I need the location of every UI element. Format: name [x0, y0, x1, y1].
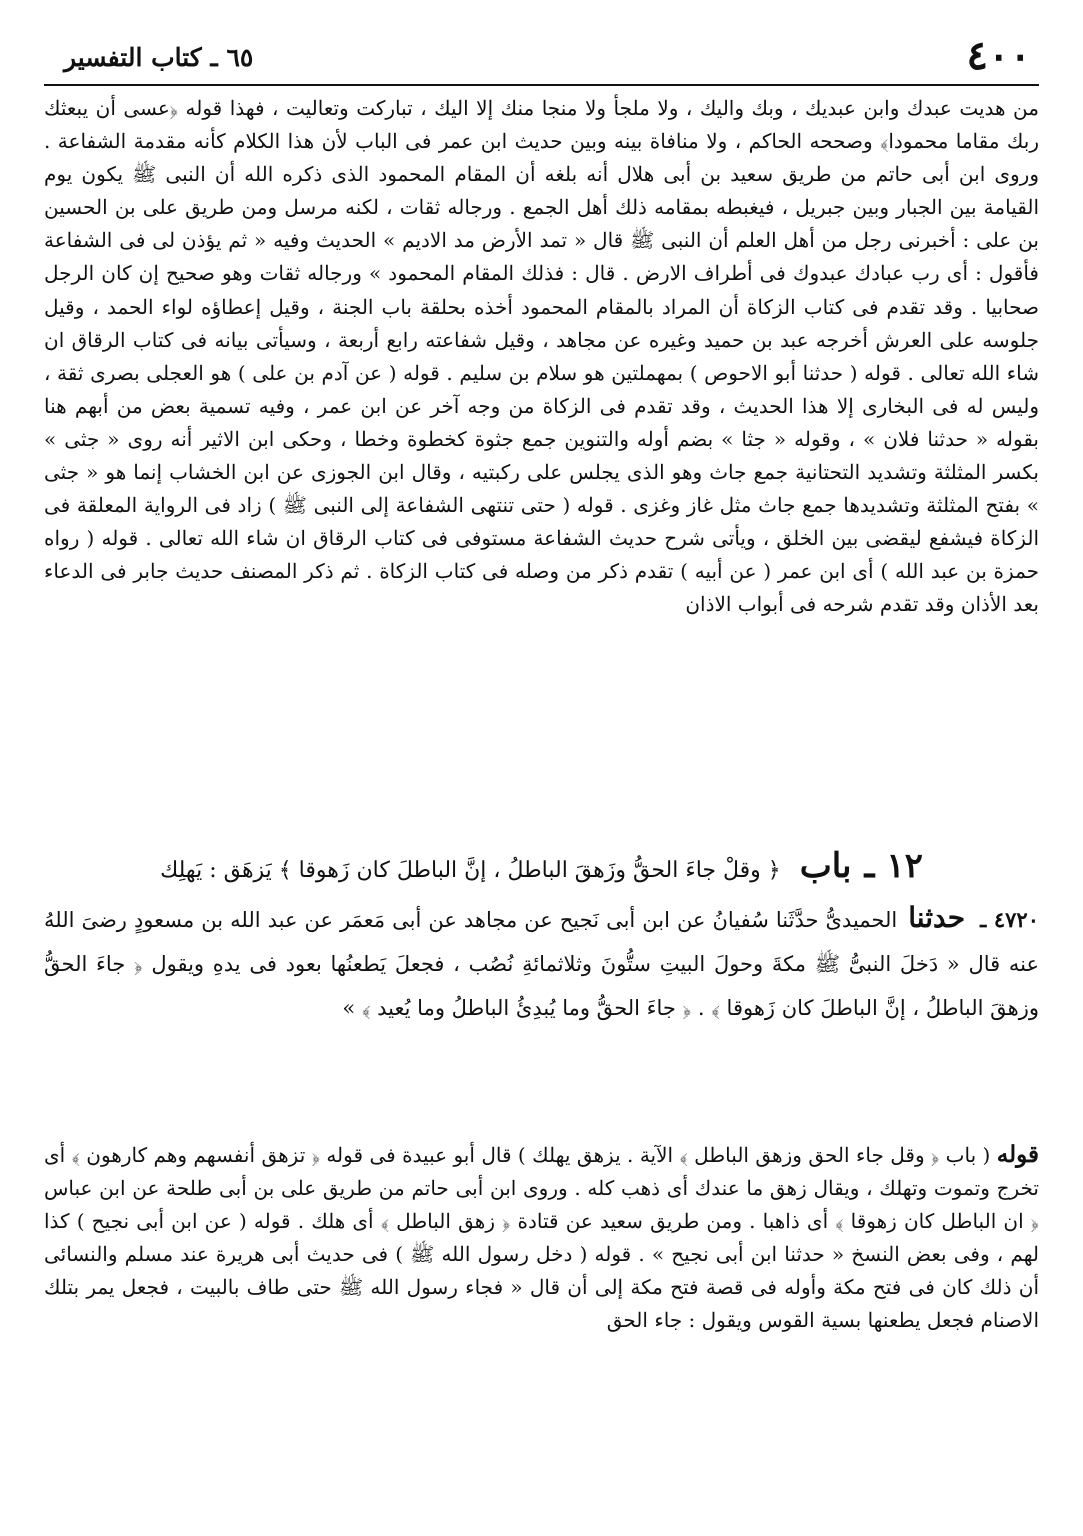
- book-title: ٦٥ ـ كتاب التفسير: [64, 43, 254, 72]
- commentary-text: من هديت عبدك وابن عبديك ، وبك واليك ، ولا ملجأ ولا منجا منك إلا اليك ، تباركت وتعاليت ، فهذا قوله ﴿عسى أن يبعثك ربك مقاما محمودا﴾ وصححه الحاكم ، ولا منافاة بينه وبين حديث ابن عمر فى الباب لأن هذا الكلام كأنه مقدمة الشفاعة . وروى ابن أبى حاتم من طريق سعيد بن أبى هلال أنه بلغه أن المقام المحمود الذى ذكره الله أن النبى ﷺ يكون يوم القيامة بين الجبار وبين جبريل ، فيغبطه بمقامه ذلك أهل الجمع . ورجاله ثقات ، لكنه مرسل ومن طريق على بن الحسين بن على : أخبرنى رجل من أهل العلم أن النبى ﷺ قال « تمد الأرض مد الاديم » الحديث وفيه « ثم يؤذن لى فى الشفاعة فأقول : أى رب عبادك عبدوك فى أطراف الارض . قال : فذلك المقام المحمود » ورجاله ثقات وهو صحيح إن كان الرجل صحابيا . وقد تقدم فى كتاب الزكاة أن المراد بالمقام المحمود أخذه بحلقة باب الجنة ، وقيل إعطاؤه لواء الحمد ، وقيل جلوسه على العرش أخرجه عبد بن حميد وغيره عن مجاهد ، وقيل شفاعته رابع أربعة ، وسيأتى بيانه فى كتاب الرقاق ان شاء الله تعالى . قوله ( حدثنا أبو الاحوص ) بمهملتين هو سلام بن سليم . قوله ( عن آدم بن على ) هو العجلى بصرى ثقة ، وليس له فى البخارى إلا هذا الحديث ، وقد تقدم فى الزكاة من وجه آخر عن ابن عمر ، وفيه تسمية بعض من أبهم هنا بقوله « حدثنا فلان » ، وقوله « جثا » بضم أوله والتنوين جمع جثوة كخطوة وخطا ، وحكى ابن الاثير أنه روى « جثى » بكسر المثلثة وتشديد التحتانية جمع جاث وهو الذى يجلس على ركبتيه ، وقال ابن الجوزى عن ابن الخشاب إنما هو « جثى » بفتح المثلثة وتشديدها جمع جاث مثل غاز وغزى . قوله ( حتى تنتهى الشفاعة إلى النبى ﷺ ) زاد فى الرواية المعلقة فى الزكاة فيشفع ليقضى بين الخلق ، ويأتى شرح حديث الشفاعة مستوفى فى كتاب الرقاق ان شاء الله تعالى . قوله ( رواه حمزة بن عبد الله ) أى ابن عمر ( عن أبيه ) تقدم ذكر من وصله فى كتاب الزكاة . ثم ذكر المصنف حديث جابر فى الدعاء بعد الأذان وقد تقدم شرحه فى أبواب الاذان: [44, 96, 1039, 617]
- chapter-heading: [44, 844, 1039, 888]
- book-page: [44, 28, 1039, 1518]
- page-number: ٤٠٠: [966, 32, 1031, 79]
- commentary-paragraph: [44, 92, 1039, 822]
- commentary-text-2: ( باب ﴿ وقل جاء الحق وزهق الباطل ﴾ الآية . يزهق يهلك ) قال أبو عبيدة فى قوله ﴿ تزهق أنفسهم وهم كارهون ﴾ أى تخرج وتموت وتهلك ، ويقال زهق ما عندك أى ذهب كله . وروى ابن أبى حاتم من طريق على بن أبى طلحة عن ابن عباس ﴿ ان الباطل كان زهوقا ﴾ أى ذاهبا . ومن طريق سعيد عن قتادة ﴿ زهق الباطل ﴾ أى هلك . قوله ( عن ابن أبى نجيح ) كذا لهم ، وفى بعض النسخ « حدثنا ابن أبى نجيح » . قوله ( دخل رسول الله ﷺ ) فى حديث أبى هريرة عند مسلم والنسائى أن ذلك كان فى فتح مكة وأوله فى قصة فتح مكة إلى أن قال « فجاء رسول الله ﷺ حتى طاف بالبيت ، فجعل يمر بتلك الاصنام فجعل يطعنها بسية القوس ويقول : جاء الحق: [44, 1143, 1039, 1333]
- chapter-label: باب: [799, 846, 852, 886]
- chapter-title: ﴿ وقلْ جاءَ الحقُّ وزَهقَ الباطلُ ، إنَّ الباطلَ كان زَهوقا ﴾ يَزهَق : يَهلِك: [160, 858, 781, 883]
- commentary-paragraph-2: [44, 1138, 1039, 1370]
- chapter-number: ١٢ ـ: [864, 846, 923, 886]
- hadith-number: ٤٧٢٠ ـ: [980, 907, 1039, 932]
- hadith-paragraph: [44, 896, 1039, 1122]
- commentary-lead: قوله: [996, 1141, 1039, 1168]
- hadith-text: الحميدىُّ حدَّثَنا سُفيانُ عن ابن أبى نَجيح عن مجاهد عن أبى مَعمَر عن عبد الله بن مسعودٍ رضىَ اللهُ عنه قال « دَخلَ النبىُّ ﷺ مكةَ وحولَ البيتِ ستُّونَ وثلاثمائةِ نُصُب ، فجعلَ يَطعنُها بعود فى يدهِ ويقول ﴿ جاءَ الحقُّ وزهقَ الباطلُ ، إنَّ الباطلَ كان زَهوقا ﴾ . ﴿ جاءَ الحقُّ وما يُبدِئُ الباطلُ وما يُعيد ﴾ »: [44, 908, 1039, 1020]
- running-header: [44, 28, 1039, 86]
- hadith-opening: حدثنا: [908, 901, 966, 934]
